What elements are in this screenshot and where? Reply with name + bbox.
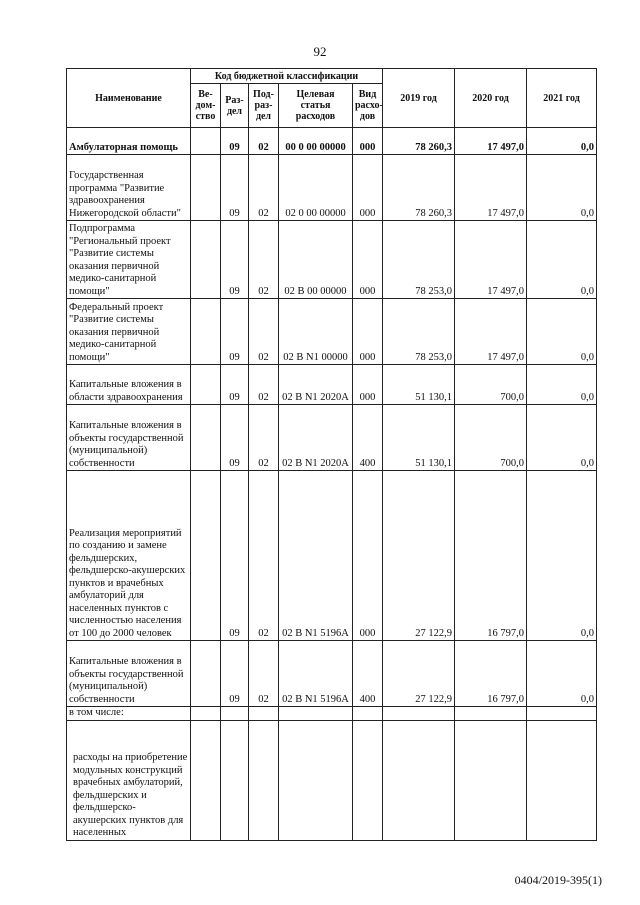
row-name: Реализация мероприятий по созданию и замене фельдшерских, фельдшерско-акушерских пунктов и врачебных амбулаторий для населенных пунктов с численностью населения от 100 до 2000 человек (67, 471, 191, 641)
table-row (67, 707, 597, 721)
row-name: в том числе: (67, 707, 191, 721)
row-2020: 17 497,0 (455, 155, 527, 221)
row-2019: 51 130,1 (383, 365, 455, 405)
table-row (67, 405, 597, 471)
row-razdel: 09 (221, 471, 249, 641)
row-name: Подпрограмма "Региональный проект "Развитие системы оказания первичной медико-санитарной помощи" (67, 221, 191, 299)
table-row (67, 641, 597, 707)
row-tselevaya: 02 В N1 5196А (279, 641, 353, 707)
row-2020 (455, 720, 527, 840)
table-header (67, 69, 597, 128)
row-vid: 000 (353, 221, 383, 299)
row-2021 (527, 720, 597, 840)
row-ved (191, 707, 221, 721)
row-podrazdel: 02 (249, 471, 279, 641)
row-2020: 17 497,0 (455, 221, 527, 299)
header-podrazdel: Под- раз- дел (249, 84, 279, 128)
document-code: 0404/2019-395(1) (514, 873, 602, 887)
row-ved (191, 405, 221, 471)
row-razdel: 09 (221, 641, 249, 707)
table-row (67, 221, 597, 299)
row-podrazdel: 02 (249, 299, 279, 365)
table-row (67, 155, 597, 221)
header-classification-group: Код бюджетной классификации (191, 69, 383, 84)
row-name: Государственная программа "Развитие здравоохранения Нижегородской области" (67, 155, 191, 221)
row-podrazdel (249, 720, 279, 840)
row-tselevaya: 02 В N1 2020А (279, 365, 353, 405)
row-name: расходы на приобретение модульных конструкций врачебных амбулаторий, фельдшерских и фельдшерско-акушерских пунктов для населенных (67, 720, 191, 840)
header-tselevaya: Целевая статья расходов (279, 84, 353, 128)
table-body (67, 128, 597, 841)
row-2021: 0,0 (527, 365, 597, 405)
row-2020: 17 497,0 (455, 299, 527, 365)
row-razdel (221, 720, 249, 840)
row-vid: 000 (353, 128, 383, 155)
row-2019: 51 130,1 (383, 405, 455, 471)
row-razdel: 09 (221, 405, 249, 471)
row-podrazdel: 02 (249, 405, 279, 471)
row-name: Капитальные вложения в объекты государственной (муниципальной) собственности (67, 405, 191, 471)
row-2020: 700,0 (455, 365, 527, 405)
row-razdel: 09 (221, 155, 249, 221)
row-2019 (383, 720, 455, 840)
header-vid: Вид расхо- дов (353, 84, 383, 128)
row-2020: 17 497,0 (455, 128, 527, 155)
row-tselevaya: 02 В N1 2020А (279, 405, 353, 471)
row-2019: 78 253,0 (383, 221, 455, 299)
row-2019: 78 260,3 (383, 155, 455, 221)
row-vid: 000 (353, 155, 383, 221)
row-ved (191, 299, 221, 365)
row-2021: 0,0 (527, 299, 597, 365)
row-2019: 27 122,9 (383, 641, 455, 707)
row-ved (191, 128, 221, 155)
row-tselevaya: 02 0 00 00000 (279, 155, 353, 221)
row-2020 (455, 707, 527, 721)
row-name: Амбулаторная помощь (67, 128, 191, 155)
page-number: 92 (313, 44, 327, 59)
row-vid: 000 (353, 365, 383, 405)
row-vid: 000 (353, 299, 383, 365)
row-podrazdel: 02 (249, 221, 279, 299)
row-razdel: 09 (221, 299, 249, 365)
row-name: Федеральный проект "Развитие системы оказания первичной медико-санитарной помощи" (67, 299, 191, 365)
row-2019: 27 122,9 (383, 471, 455, 641)
row-vid: 000 (353, 471, 383, 641)
row-vid (353, 707, 383, 721)
header-2021: 2021 год (527, 69, 597, 128)
row-2021: 0,0 (527, 471, 597, 641)
row-2020: 16 797,0 (455, 641, 527, 707)
budget-table (66, 68, 597, 841)
row-ved (191, 365, 221, 405)
row-tselevaya (279, 707, 353, 721)
row-vid: 400 (353, 641, 383, 707)
header-ved: Ве- дом- ство (191, 84, 221, 128)
table-row (67, 720, 597, 840)
table-row (67, 299, 597, 365)
row-2019: 78 260,3 (383, 128, 455, 155)
row-2021: 0,0 (527, 641, 597, 707)
table-row (67, 365, 597, 405)
row-2021: 0,0 (527, 155, 597, 221)
row-podrazdel (249, 707, 279, 721)
row-ved (191, 641, 221, 707)
row-2021 (527, 707, 597, 721)
header-2019: 2019 год (383, 69, 455, 128)
table-row (67, 471, 597, 641)
row-razdel (221, 707, 249, 721)
row-2020: 16 797,0 (455, 471, 527, 641)
row-2019: 78 253,0 (383, 299, 455, 365)
row-tselevaya (279, 720, 353, 840)
row-podrazdel: 02 (249, 641, 279, 707)
row-tselevaya: 00 0 00 00000 (279, 128, 353, 155)
row-razdel: 09 (221, 365, 249, 405)
row-razdel: 09 (221, 221, 249, 299)
row-tselevaya: 02 В 00 00000 (279, 221, 353, 299)
row-tselevaya: 02 В N1 5196А (279, 471, 353, 641)
row-podrazdel: 02 (249, 128, 279, 155)
row-2021: 0,0 (527, 221, 597, 299)
header-razdel: Раз- дел (221, 84, 249, 128)
header-2020: 2020 год (455, 69, 527, 128)
row-2020: 700,0 (455, 405, 527, 471)
row-ved (191, 471, 221, 641)
row-2021: 0,0 (527, 405, 597, 471)
row-ved (191, 720, 221, 840)
row-ved (191, 221, 221, 299)
row-tselevaya: 02 В N1 00000 (279, 299, 353, 365)
row-podrazdel: 02 (249, 155, 279, 221)
row-name: Капитальные вложения в объекты государственной (муниципальной) собственности (67, 641, 191, 707)
row-name: Капитальные вложения в области здравоохранения (67, 365, 191, 405)
row-ved (191, 155, 221, 221)
row-vid: 400 (353, 405, 383, 471)
row-razdel: 09 (221, 128, 249, 155)
row-podrazdel: 02 (249, 365, 279, 405)
table-row (67, 128, 597, 155)
row-2021: 0,0 (527, 128, 597, 155)
header-name: Наименование (67, 69, 191, 128)
row-2019 (383, 707, 455, 721)
row-vid (353, 720, 383, 840)
